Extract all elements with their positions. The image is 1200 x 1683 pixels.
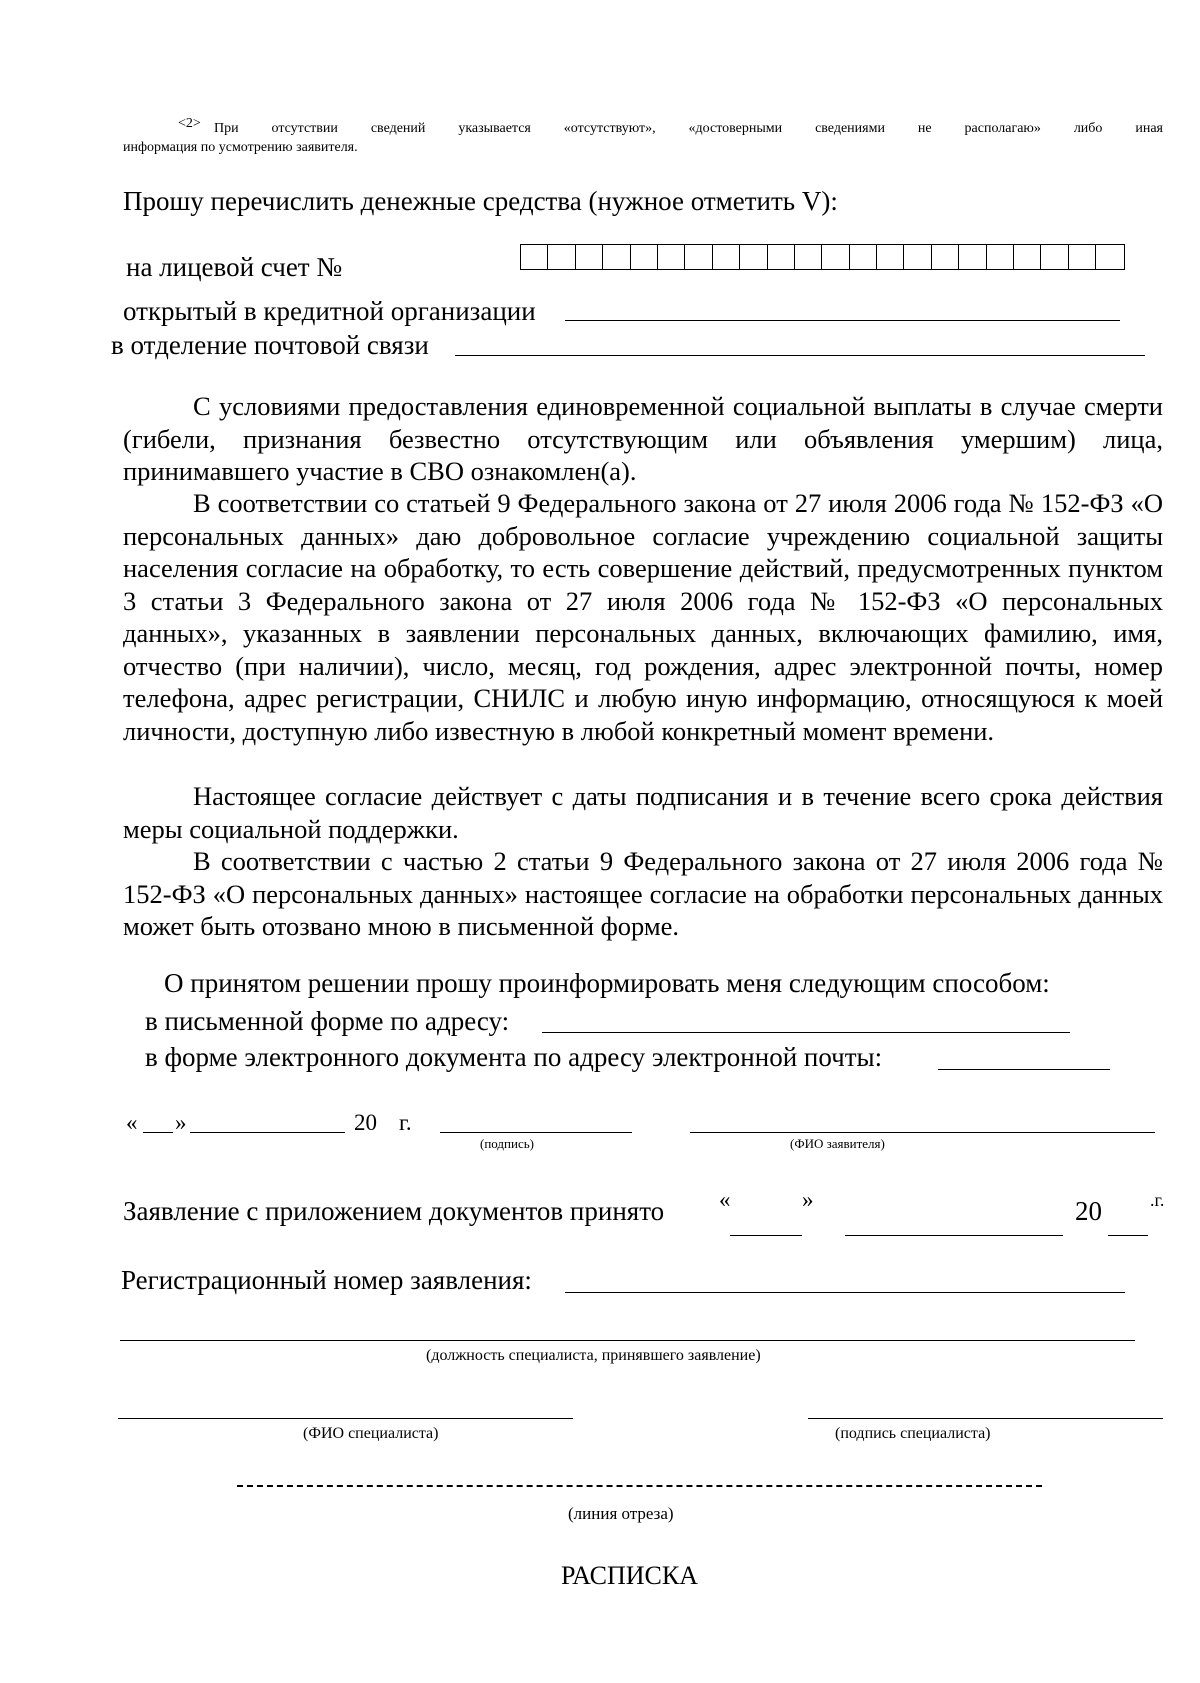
specialist-signature-field[interactable] xyxy=(808,1418,1163,1419)
registration-number-field[interactable] xyxy=(565,1292,1125,1293)
footnote-line-1: При отсутствии сведений указывается «отсутствуют», «достоверными сведениями не располагаю» либо иная xyxy=(214,121,1163,136)
date-open-quote: « xyxy=(126,1110,138,1135)
applicant-name-caption: (ФИО заявителя) xyxy=(790,1136,885,1151)
notify-address-field[interactable] xyxy=(542,1032,1070,1033)
account-digit-box[interactable] xyxy=(959,245,986,269)
account-digit-box[interactable] xyxy=(1096,245,1123,269)
signature-caption: (подпись) xyxy=(480,1136,534,1151)
accepted-open-quote: « xyxy=(719,1187,731,1212)
footnote-mark: <2> xyxy=(178,116,201,131)
notify-written-label: в письменной форме по адресу: xyxy=(145,1006,510,1036)
account-label: на лицевой счет № xyxy=(126,252,343,282)
account-digit-box[interactable] xyxy=(631,245,658,269)
account-digit-box[interactable] xyxy=(904,245,931,269)
account-digit-box[interactable] xyxy=(987,245,1014,269)
conditions-paragraph: С условиями предоставления единовременной социальной выплаты в случае смерти (гибели, признания безвестно отсутствующим или объявления умершим) лица, принимавшего участие в СВО ознакомлен(а). xyxy=(123,391,1163,486)
specialist-position-field[interactable] xyxy=(120,1340,1135,1341)
footnote-line-2: информация по усмотрению заявителя. xyxy=(123,140,358,155)
account-digit-box[interactable] xyxy=(521,245,548,269)
specialist-signature-caption: (подпись специалиста) xyxy=(835,1425,991,1442)
accepted-day-field[interactable] xyxy=(730,1235,802,1236)
account-digit-box[interactable] xyxy=(548,245,575,269)
account-digit-box[interactable] xyxy=(576,245,603,269)
accepted-year-suffix: .г. xyxy=(1150,1190,1165,1210)
credit-org-label: открытый в кредитной организации xyxy=(123,296,536,326)
date-close-quote: » xyxy=(175,1110,187,1135)
accepted-year-field[interactable] xyxy=(1108,1235,1148,1236)
notify-email-field[interactable] xyxy=(938,1069,1110,1070)
specialist-name-field[interactable] xyxy=(118,1418,573,1419)
accepted-close-quote: » xyxy=(802,1187,814,1212)
applicant-name-field[interactable] xyxy=(690,1132,1155,1133)
date-year-suffix: г. xyxy=(399,1110,412,1135)
cut-line xyxy=(237,1485,1042,1487)
cut-line-caption: (линия отреза) xyxy=(568,1504,674,1523)
account-digit-box[interactable] xyxy=(603,245,630,269)
accepted-month-field[interactable] xyxy=(845,1235,1063,1236)
receipt-title: РАСПИСКА xyxy=(561,1561,698,1590)
account-digit-box[interactable] xyxy=(740,245,767,269)
notify-intro: О принятом решении прошу проинформировать меня следующим способом: xyxy=(164,968,1050,998)
date-year-prefix: 20 xyxy=(354,1110,377,1135)
applicant-signature-field[interactable] xyxy=(440,1132,632,1133)
account-digit-box[interactable] xyxy=(1069,245,1096,269)
account-digit-box[interactable] xyxy=(1014,245,1041,269)
specialist-name-caption: (ФИО специалиста) xyxy=(303,1425,439,1442)
accepted-label: Заявление с приложением документов принято xyxy=(123,1196,665,1226)
account-digit-box[interactable] xyxy=(822,245,849,269)
post-office-label: в отделение почтовой связи xyxy=(111,330,429,360)
consent-paragraph: В соответствии со статьей 9 Федерального закона от 27 июля 2006 года № 152-ФЗ «О персональных данных» даю добровольное согласие учреждению социальной защиты населения согласие на обработку, то есть совершение действий, предусмотренных пунктом 3 статьи 3 Федерального закона от 27 июля 2006 года № 152-ФЗ «О персональных данных», указанных в заявлении персональных данных, включающих фамилию, имя, отчество (при наличии), число, месяц, год рождения, адрес электронной почты, номер телефона, адрес регистрации, СНИЛС и любую иную информацию, относящуюся к моей личности, доступную либо известную в любой конкретный момент времени. xyxy=(123,488,1163,746)
account-digit-box[interactable] xyxy=(932,245,959,269)
account-digit-box[interactable] xyxy=(877,245,904,269)
revocation-paragraph: В соответствии с частью 2 статьи 9 Федерального закона от 27 июля 2006 года № 152-ФЗ «О персональных данных» настоящее согласие на обработки персональных данных может быть отозвано мною в письменной форме. xyxy=(123,846,1163,941)
post-office-field[interactable] xyxy=(455,355,1145,356)
account-digit-box[interactable] xyxy=(795,245,822,269)
transfer-title: Прошу перечислить денежные средства (нужное отметить V): xyxy=(123,186,838,216)
account-digit-box[interactable] xyxy=(768,245,795,269)
credit-org-field[interactable] xyxy=(565,320,1120,321)
account-number-boxes[interactable] xyxy=(520,244,1125,270)
specialist-position-caption: (должность специалиста, принявшего заявление) xyxy=(426,1347,761,1364)
validity-paragraph: Настоящее согласие действует с даты подписания и в течение всего срока действия меры социальной поддержки. xyxy=(123,781,1163,844)
account-digit-box[interactable] xyxy=(685,245,712,269)
notify-electronic-label: в форме электронного документа по адресу электронной почты: xyxy=(145,1042,883,1072)
account-digit-box[interactable] xyxy=(1041,245,1068,269)
date-month-field[interactable] xyxy=(190,1132,345,1133)
account-digit-box[interactable] xyxy=(658,245,685,269)
accepted-year-prefix: 20 xyxy=(1075,1196,1102,1226)
account-digit-box[interactable] xyxy=(713,245,740,269)
date-day-field[interactable] xyxy=(143,1132,173,1133)
account-digit-box[interactable] xyxy=(850,245,877,269)
registration-label: Регистрационный номер заявления: xyxy=(121,1265,532,1295)
